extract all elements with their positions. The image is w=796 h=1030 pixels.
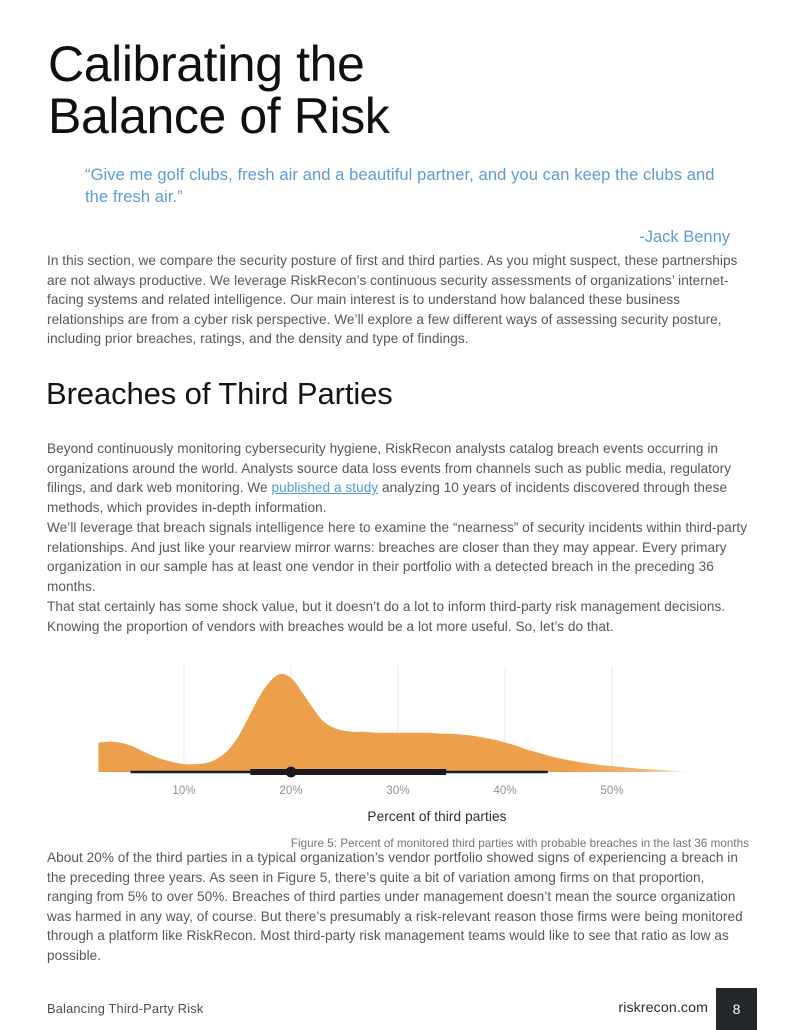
x-axis-title: Percent of third parties <box>367 809 507 824</box>
page-title-line-1: Calibrating the <box>48 36 365 92</box>
pull-quote <box>85 164 730 248</box>
published-a-study-link[interactable]: published a study <box>271 480 379 496</box>
density-chart-svg <box>0 660 796 785</box>
pull-quote-attribution: -Jack Benny <box>639 228 730 246</box>
summary-median-dot <box>286 767 297 778</box>
section-paragraph-3: That stat certainly has some shock value, but it doesn’t do a lot to inform third-party risk management decisions. Knowing the proportion of vendors with breaches would be a lot more useful. So, let’s do that. <box>47 599 726 634</box>
page-number-badge: 8 <box>716 988 757 1030</box>
post-figure-paragraph: About 20% of the third parties in a typical organization’s vendor portfolio showed signs of experiencing a breach in the preceding three years. As seen in Figure 5, there’s quite a bit of variation among firms on that proportion, ranging from 5% to over 50%. Breaches of third parties under management doesn’t mean the source organization was harmed in any way, of course. But there’s presumably a risk-relevant reason those firms were being monitored through a platform like RiskRecon. Most third-party risk management teams would like to see that ratio as low as possible. <box>47 850 743 963</box>
section-paragraph-2: We’ll leverage that breach signals intelligence here to examine the “nearness” of security incidents within third-party relationships. And just like your rearview mirror warns: breaches are closer than they may appear. Every primary organization in our sample has at least one vendor in their portfolio with a detected breach in the preceding 36 months. <box>47 520 748 594</box>
figure-caption: Figure 5: Percent of monitored third parties with probable breaches in the last 36 months <box>290 837 749 850</box>
pull-quote-text: “Give me golf clubs, fresh air and a beautiful partner, and you can keep the clubs and the fresh air.” <box>85 166 715 206</box>
footer-website: riskrecon.com <box>618 1000 708 1016</box>
x-axis-tick-10: 10% <box>172 785 196 797</box>
x-axis-tick-20: 20% <box>279 785 303 797</box>
footer-left-label: Balancing Third-Party Risk <box>47 1001 204 1016</box>
paragraph-1-text-after-link: analyzing 10 years of incidents discovered through these methods, which provides in-depth information. <box>47 480 728 515</box>
x-axis-tick-30: 30% <box>386 785 410 797</box>
x-axis-tick-labels <box>0 785 796 803</box>
density-area <box>98 674 687 772</box>
page-title <box>48 38 748 142</box>
figure-5 <box>0 660 796 850</box>
section-heading: Breaches of Third Parties <box>46 376 393 411</box>
section-paragraph-1 <box>47 439 751 517</box>
intro-paragraph: In this section, we compare the security posture of first and third parties. As you might suspect, these partnerships are not always productive. We leverage RiskRecon’s continuous security assessments of organizations’ internet-facing systems and related intelligence. Our main interest is to understand how balanced these business relationships are from a cyber risk perspective. We’ll explore a few different ways of assessing security posture, including prior breaches, ratings, and the density and type of findings. <box>47 253 738 347</box>
page-title-line-2: Balance of Risk <box>48 88 390 144</box>
paragraph-1-text-before-link: Beyond continuously monitoring cybersecurity hygiene, RiskRecon analysts catalog breach events occurring in organizations around the world. Analysts source data loss events from channels such as public media, regulatory filings, and dark web monitoring. We <box>47 441 732 496</box>
density-chart <box>0 660 796 785</box>
x-axis-tick-50: 50% <box>600 785 624 797</box>
x-axis-tick-40: 40% <box>493 785 517 797</box>
